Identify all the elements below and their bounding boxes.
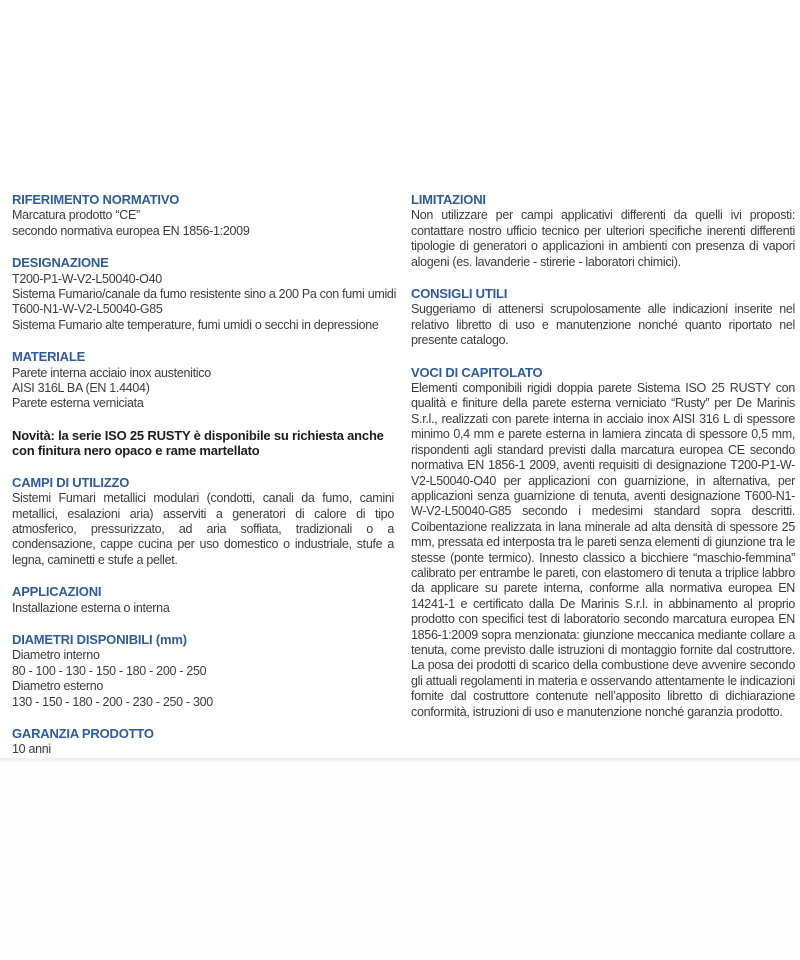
section-paragraph: Suggeriamo di attenersi scrupolosamente alle indicazioni inserite nel relativo libretto di uso e manutenzione nonché quanto riportato nel presente catalogo. <box>411 302 795 348</box>
text-line: 80 - 100 - 130 - 150 - 180 - 200 - 250 <box>12 663 207 678</box>
section-heading: CONSIGLI UTILI <box>411 286 508 302</box>
novita-note: Novità: la serie ISO 25 RUSTY è disponibile su richiesta anche con finitura nero opaco e rame martellato <box>12 427 384 459</box>
page-below-area <box>0 762 800 960</box>
text-line: AISI 316L BA (EN 1.4404) <box>12 381 150 396</box>
left-column <box>12 192 397 758</box>
section-left-1 <box>12 255 397 333</box>
text-line: secondo normativa europea EN 1856-1:2009 <box>12 223 250 238</box>
section-heading: APPLICAZIONI <box>12 584 102 600</box>
section-heading: VOCI DI CAPITOLATO <box>411 364 543 380</box>
text-line: Diametro interno <box>12 648 100 663</box>
text-line: T600-N1-W-V2-L50040-G85 <box>12 302 163 317</box>
section-left-5 <box>12 584 394 616</box>
section-left-3 <box>12 428 394 459</box>
section-heading: RIFERIMENTO NORMATIVO <box>12 192 180 207</box>
text-line: Parete esterna verniciata <box>12 396 144 411</box>
section-right-1 <box>411 286 795 349</box>
right-column <box>411 192 795 720</box>
text-line: Installazione esterna o interna <box>12 600 170 615</box>
section-left-7 <box>12 726 394 758</box>
text-line: Sistema Fumario alte temperature, fumi umidi o secchi in depressione <box>12 317 379 332</box>
section-heading: MATERIALE <box>12 349 86 365</box>
section-heading: DIAMETRI DISPONIBILI (mm) <box>12 631 187 647</box>
section-left-2 <box>12 349 394 412</box>
section-left-6 <box>12 632 394 710</box>
text-line: Marcatura prodotto “CE” <box>12 208 140 223</box>
section-left-0 <box>12 192 394 239</box>
text-line: Diametro esterno <box>12 679 104 694</box>
text-line: Sistema Fumario/canale da fumo resistente sino a 200 Pa con fumi umidi <box>12 287 397 302</box>
section-heading: GARANZIA PRODOTTO <box>12 725 154 741</box>
section-right-2 <box>411 365 795 720</box>
section-heading: CAMPI DI UTILIZZO <box>12 474 130 490</box>
text-line: T200-P1-W-V2-L50040-O40 <box>12 271 162 286</box>
text-line: Parete interna acciaio inox austenitico <box>12 365 211 380</box>
section-right-0 <box>411 192 795 270</box>
text-line: 130 - 150 - 180 - 200 - 230 - 250 - 300 <box>12 694 213 709</box>
text-line: 10 anni <box>12 742 51 757</box>
section-paragraph: Elementi componibili rigidi doppia parete Sistema ISO 25 RUSTY con qualità e finiture della parete esterna verniciato “Rusty” per De Marinis S.r.l., realizzati con parete interna in acciaio inox AISI 316 L di spessore minimo 0,4 mm e parete esterna in lamiera zincata di spessore 0,5 mm, rispondenti agli standard previsti dalla marcatura europea CE secondo normativa EN 1856-1 2009, aventi requisiti di designazione T200-P1-W-V2-L50040-O40 per applicazioni con guarnizione, in alternativa, per applicazioni senza guarnizione di tenuta, aventi designazione T600-N1-W-V2-L50040-G85 secondo i medesimi standard sopra descritti. Coibentazione realizzata in lana minerale ad alta densità di spessore 25 mm, pressata ed interposta tra le pareti senza elementi di giunzione tra le stesse (ponte termico). Innesto classico a bicchiere “maschio-femmina” calibrato per entrambe le pareti, con elastomero di tenuta a triplice labbro da applicare su parete interna, conforme alla normativa europea EN 14241-1 e certificato dalla De Marinis S.r.l. in abbinamento al proprio prodotto con specifici test di laboratorio secondo marcatura europea EN 1856-1:2009 sopra menzionata: giunzione meccanica mediante collare a tenuta, come previsto dalle istruzioni di montaggio fornite dal costruttore. La posa dei prodotti di scarico della combustione deve avvenire secondo gli attuali regolamenti in materia e osservando attentamente le indicazioni fornite dal costruttore contenute nell’apposito libretto di dichiarazione conformità, istruzioni di uso e manutenzione nonché garanzia prodotto. <box>411 381 795 719</box>
section-paragraph: Sistemi Fumari metallici modulari (condotti, canali da fumo, camini metallici, esalazioni aria) asserviti a generatori di calore di tipo atmosferico, pressurizzato, ad aria soffiata, tradizionali o a condensazione, cappe cucina per uso domestico o industriale, stufe a legna, caminetti e stufe a pellet. <box>12 491 394 567</box>
section-heading: LIMITAZIONI <box>411 192 486 207</box>
section-left-4 <box>12 475 394 568</box>
section-paragraph: Non utilizzare per campi applicativi differenti da quelli ivi proposti: contattare nostro ufficio tecnico per ulteriori specifiche inerenti differenti tipologie di generatori o applicazioni in ambienti con presenza di vapori alogeni (es. lavanderie - stirerie - laboratori chimici). <box>411 208 795 269</box>
section-heading: DESIGNAZIONE <box>12 255 109 271</box>
